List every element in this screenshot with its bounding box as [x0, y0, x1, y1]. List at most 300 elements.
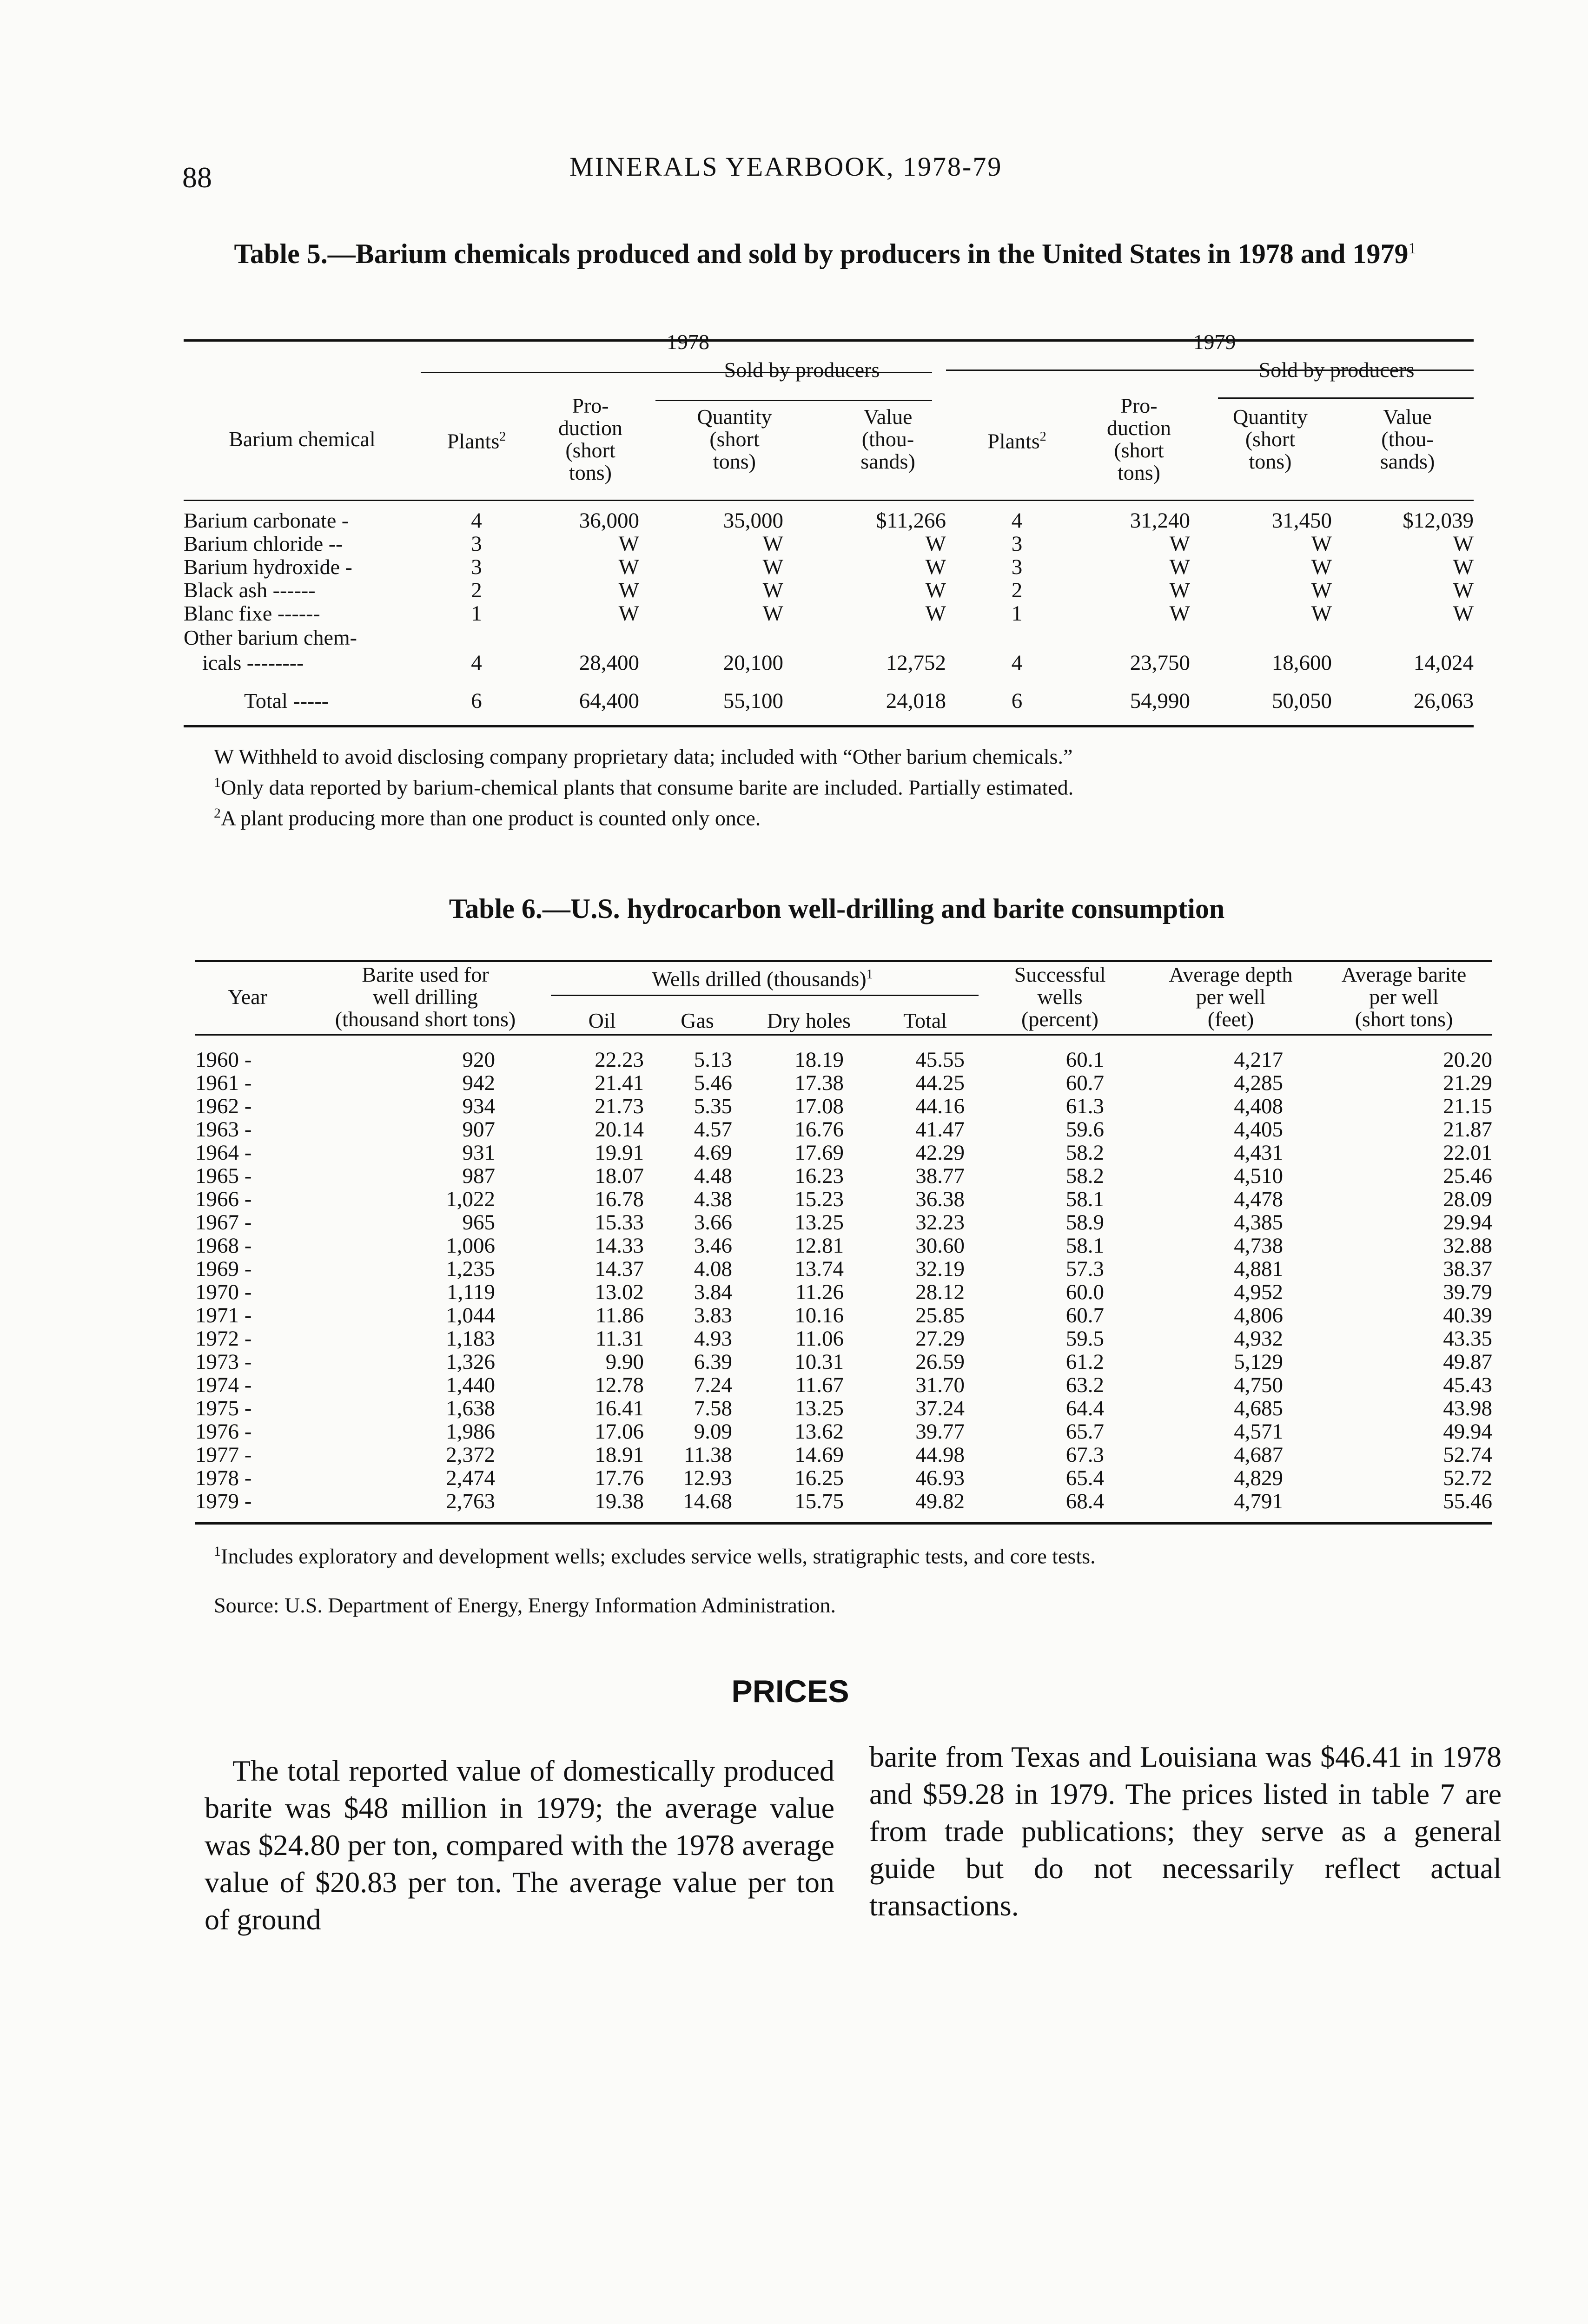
- table5-cell: 14,024: [1413, 651, 1474, 675]
- table6-cell: 21.41: [595, 1071, 644, 1095]
- table6-cell: 52.72: [1443, 1466, 1492, 1490]
- table5-cell: 4: [471, 651, 482, 675]
- table5-cell: W: [618, 601, 639, 626]
- table6-cell: 14.69: [794, 1443, 844, 1467]
- table6-cell: 1,022: [446, 1187, 495, 1211]
- table6-cell: 17.06: [595, 1419, 644, 1444]
- table6-row: [195, 1164, 1492, 1188]
- table5-cell: 4: [471, 508, 482, 533]
- table6-source: Source: U.S. Department of Energy, Energy Information Administration.: [214, 1593, 836, 1618]
- table6-cell: 16.25: [794, 1466, 844, 1490]
- table6-cell: 1,044: [446, 1303, 495, 1327]
- table5-cell: W: [1311, 601, 1332, 626]
- table5-cell: W: [1169, 578, 1190, 602]
- table5-row-label-text: Barium chloride: [184, 532, 324, 555]
- table6-cell: 1,235: [446, 1257, 495, 1281]
- table6-cell: 10.31: [794, 1350, 844, 1374]
- table6-cell: 58.2: [1065, 1141, 1104, 1165]
- table6-cell: 15.33: [595, 1210, 644, 1235]
- table6-cell: 11.26: [795, 1280, 844, 1304]
- table5-cell: 4: [1011, 651, 1023, 675]
- table5-plants-1979-mark: 2: [1039, 429, 1046, 444]
- table6-cell: 942: [462, 1071, 495, 1095]
- prices-left-text: The total reported value of domestically produced barite was $48 million in 1979; the average value was $24.80 per ton, compared with the 1978 average value of $20.83 per ton. The average value per ton of ground: [205, 1754, 834, 1936]
- table5-row-label: Barium hydroxide -: [184, 555, 352, 579]
- table5-col-value-1979: Value (thou- sands): [1380, 405, 1435, 473]
- table6-cell: 11.06: [795, 1327, 844, 1351]
- table5-header-rule: [184, 500, 1474, 501]
- table6-cell: 60.7: [1065, 1303, 1104, 1327]
- table6-cell: 4,431: [1234, 1141, 1283, 1165]
- table6-cell: 32.19: [915, 1257, 965, 1281]
- page-number: 88: [182, 161, 212, 194]
- table6-cell: 38.77: [915, 1164, 965, 1188]
- table6-year-cell: 1971 -: [195, 1303, 252, 1327]
- table5-footnote-1: [214, 770, 1469, 800]
- table6-cell: 4,881: [1234, 1257, 1283, 1281]
- table6-cell: 37.24: [915, 1396, 965, 1420]
- table6-cell: 21.73: [595, 1094, 644, 1118]
- table6-cell: 22.01: [1443, 1141, 1492, 1165]
- table6-cell: 41.47: [915, 1117, 965, 1142]
- table6-cell: 4,806: [1234, 1303, 1283, 1327]
- table6-year-cell: 1979 -: [195, 1489, 252, 1513]
- table6-cell: 1,183: [446, 1327, 495, 1351]
- table6-col-gas: Gas: [681, 1009, 714, 1032]
- table5-footnote-2-mark: 2: [214, 805, 221, 821]
- table6-cell: 11.86: [595, 1303, 644, 1327]
- running-title: MINERALS YEARBOOK, 1978-79: [569, 152, 1003, 182]
- table5-cell: W: [762, 532, 783, 556]
- table6-footnotes: [214, 1538, 1469, 1618]
- table5-cell: $12,039: [1403, 508, 1474, 533]
- table5-col-production-1978: Pro- duction (short tons): [558, 394, 622, 484]
- table6-cell: 4.93: [694, 1327, 732, 1351]
- table6-cell: 12.78: [595, 1373, 644, 1397]
- table6-year-cell: 1962 -: [195, 1094, 252, 1118]
- table6-cell: 32.88: [1443, 1234, 1492, 1258]
- table5-cell: W: [1169, 555, 1190, 579]
- table5-other-label-1: Other barium chem-: [184, 626, 357, 649]
- table5-row-label: Black ash ------: [184, 578, 316, 602]
- table5-col-plants-1978: [421, 381, 532, 497]
- table5-col-plants-1978-label: Plants: [447, 429, 500, 453]
- table5-cell: 3: [471, 555, 482, 579]
- table6-cell: 15.75: [794, 1489, 844, 1513]
- table5-cell: W: [1453, 601, 1474, 626]
- table5-col-plants-1979-label: Plants: [987, 429, 1040, 453]
- table5-cell: W: [1311, 578, 1332, 602]
- table6-title: Table 6.—U.S. hydrocarbon well-drilling and barite consumption: [449, 893, 1225, 924]
- table6-cell: 49.94: [1443, 1419, 1492, 1444]
- table6-cell: 1,006: [446, 1234, 495, 1258]
- table5-row-label-text: Barium hydroxide: [184, 555, 340, 579]
- table6-cell: 18.07: [595, 1164, 644, 1188]
- table6-year-cell: 1969 -: [195, 1257, 252, 1281]
- table5-cell: W: [1453, 578, 1474, 602]
- table6-cell: 49.82: [915, 1489, 965, 1513]
- table6-cell: 4,510: [1234, 1164, 1283, 1188]
- table6-cell: 31.70: [915, 1373, 965, 1397]
- table6-cell: 7.24: [694, 1373, 732, 1397]
- table5-row-label-text: Blanc fixe: [184, 601, 272, 625]
- table5-footnote-2-text: A plant producing more than one product is counted only once.: [221, 806, 761, 830]
- table5-title-footnote-mark: 1: [1408, 240, 1416, 257]
- table6-cell: 4,385: [1234, 1210, 1283, 1235]
- table6-bottom-rule: [195, 1522, 1492, 1525]
- table6-cell: 26.59: [915, 1350, 965, 1374]
- table6-cell: 907: [462, 1117, 495, 1142]
- table6-cell: 4,571: [1234, 1419, 1283, 1444]
- table6-cell: 60.7: [1065, 1071, 1104, 1095]
- table6-row: [195, 1397, 1492, 1420]
- table6-year-cell: 1961 -: [195, 1071, 252, 1095]
- table6-cell: 4,738: [1234, 1234, 1283, 1258]
- table5-cell: W: [762, 578, 783, 602]
- table6-cell: 36.38: [915, 1187, 965, 1211]
- table6-footnote-1-text: Includes exploratory and development wells; excludes service wells, stratigraphic tests, and core tests.: [221, 1544, 1096, 1568]
- table6-cell: 5.35: [694, 1094, 732, 1118]
- table5-body: [184, 509, 1474, 717]
- table6-cell: 17.69: [794, 1141, 844, 1165]
- table6-year-cell: 1964 -: [195, 1141, 252, 1165]
- table5-footnote-w: W Withheld to avoid disclosing company proprietary data; included with “Other barium chemicals.”: [214, 745, 1073, 768]
- table6-cell: 55.46: [1443, 1489, 1492, 1513]
- table5-row-label: Barium carbonate -: [184, 508, 349, 532]
- table6-cell: 1,638: [446, 1396, 495, 1420]
- table6-cell: 4,932: [1234, 1327, 1283, 1351]
- table6-cell: 19.38: [595, 1489, 644, 1513]
- table6-col-dry: Dry holes: [767, 1009, 851, 1032]
- table5-cell: W: [618, 532, 639, 556]
- table6-year-cell: 1963 -: [195, 1117, 252, 1142]
- table5-cell: 50,050: [1271, 689, 1332, 713]
- table6-cell: 4.08: [694, 1257, 732, 1281]
- table6-cell: 4.48: [694, 1164, 732, 1188]
- table6-cell: 68.4: [1065, 1489, 1104, 1513]
- table6-cell: 59.5: [1065, 1327, 1104, 1351]
- table6-cell: 59.6: [1065, 1117, 1104, 1142]
- table5-sold-1978: Sold by producers: [724, 358, 880, 382]
- table6-cell: 4,952: [1234, 1280, 1283, 1304]
- table6-cell: 42.29: [915, 1141, 965, 1165]
- table6-cell: 4,405: [1234, 1117, 1283, 1142]
- table6-cell: 16.76: [794, 1117, 844, 1142]
- table6-cell: 21.87: [1443, 1117, 1492, 1142]
- table5-cell: 28,400: [579, 651, 639, 675]
- table6-year-cell: 1978 -: [195, 1466, 252, 1490]
- table5-cell: 12,752: [886, 651, 946, 675]
- table6-cell: 60.1: [1065, 1048, 1104, 1072]
- table5-row: [184, 602, 1474, 625]
- table5-cell: W: [925, 578, 946, 602]
- table6-row: [195, 1118, 1492, 1141]
- table6-row: [195, 1443, 1492, 1466]
- table6-cell: 44.16: [915, 1094, 965, 1118]
- table6-cell: 20.20: [1443, 1048, 1492, 1072]
- table6-cell: 60.0: [1065, 1280, 1104, 1304]
- table6-rows: [195, 1048, 1492, 1513]
- table5-row: [184, 509, 1474, 532]
- table6-cell: 61.2: [1065, 1350, 1104, 1374]
- table5-footnotes: [214, 744, 1469, 832]
- table5-cell: 36,000: [579, 508, 639, 533]
- table6-footnote-1-mark: 1: [214, 1544, 221, 1559]
- table5-row: [184, 555, 1474, 579]
- table6-row: [195, 1304, 1492, 1327]
- table5-cell: 2: [471, 578, 482, 602]
- table6-cell: 5.46: [694, 1071, 732, 1095]
- table6-cell: 7.58: [694, 1396, 732, 1420]
- table5-cell: W: [1311, 555, 1332, 579]
- table6-cell: 32.23: [915, 1210, 965, 1235]
- table5-col-plants-1979: [955, 381, 1079, 497]
- table5-other-row: [184, 650, 1474, 675]
- table5-footnote-1-text: Only data reported by barium-chemical plants that consume barite are included. Partially estimated.: [221, 775, 1074, 799]
- table6-cell: 11.67: [795, 1373, 844, 1397]
- table5-cell: 6: [1011, 689, 1023, 713]
- table5-cell: 3: [1011, 532, 1023, 556]
- table5-row: [184, 532, 1474, 555]
- table6-cell: 14.68: [683, 1489, 732, 1513]
- table5-cell: 24,018: [886, 689, 946, 713]
- table5-title-text: Table 5.—Barium chemicals produced and sold by producers in the United States in 1978 and 1979: [234, 238, 1409, 269]
- table5-total-label-text: Total: [244, 689, 288, 713]
- table6-cell: 13.25: [794, 1396, 844, 1420]
- table5-total-label: Total -----: [244, 689, 329, 713]
- table5-cell: W: [618, 555, 639, 579]
- table5-cell: 6: [471, 689, 482, 713]
- table6-cell: 10.16: [794, 1303, 844, 1327]
- table5-col-chemical: Barium chemical: [229, 427, 376, 451]
- table6-cell: 40.39: [1443, 1303, 1492, 1327]
- table6-row: [195, 1350, 1492, 1373]
- table6-year-cell: 1976 -: [195, 1419, 252, 1444]
- table5-row-label-text: Black ash: [184, 578, 268, 602]
- table6-row: [195, 1420, 1492, 1443]
- table6-cell: 17.76: [595, 1466, 644, 1490]
- table6-cell: 43.35: [1443, 1327, 1492, 1351]
- table6-row: [195, 1211, 1492, 1234]
- table6-cell: 18.91: [595, 1443, 644, 1467]
- table6-year-cell: 1973 -: [195, 1350, 252, 1374]
- table6-cell: 987: [462, 1164, 495, 1188]
- table6-cell: 4,217: [1234, 1048, 1283, 1072]
- table5-other-label-2: icals --------: [202, 651, 304, 674]
- table6-cell: 5,129: [1234, 1350, 1283, 1374]
- table6-cell: 13.25: [794, 1210, 844, 1235]
- table6-cell: 29.94: [1443, 1210, 1492, 1235]
- table5-cell: W: [925, 601, 946, 626]
- table6-cell: 13.74: [794, 1257, 844, 1281]
- table6-body: [195, 1048, 1492, 1513]
- table6-cell: 61.3: [1065, 1094, 1104, 1118]
- table6-cell: 65.7: [1065, 1419, 1104, 1444]
- table6-year-cell: 1967 -: [195, 1210, 252, 1235]
- table6-cell: 58.2: [1065, 1164, 1104, 1188]
- table6-row: [195, 1071, 1492, 1095]
- table6-cell: 19.91: [595, 1141, 644, 1165]
- table6-cell: 17.38: [794, 1071, 844, 1095]
- table6-cell: 2,372: [446, 1443, 495, 1467]
- table5-sold-1979: Sold by producers: [1258, 358, 1415, 382]
- table6-cell: 18.19: [794, 1048, 844, 1072]
- table6-year-cell: 1975 -: [195, 1396, 252, 1420]
- table5-cell: 31,450: [1271, 508, 1332, 533]
- table6-cell: 20.14: [595, 1117, 644, 1142]
- table6-year-cell: 1974 -: [195, 1373, 252, 1397]
- table6-col-wells-mark: 1: [866, 967, 873, 982]
- table5-cell: W: [1453, 532, 1474, 556]
- table6-cell: 9.90: [605, 1350, 644, 1374]
- prices-heading: PRICES: [731, 1674, 849, 1709]
- table6-year-cell: 1968 -: [195, 1234, 252, 1258]
- table5-cell: 20,100: [723, 651, 783, 675]
- table5-other-label-2-text: icals: [202, 651, 242, 674]
- table6-col-total: Total: [903, 1009, 947, 1032]
- table6-cell: 14.37: [595, 1257, 644, 1281]
- table6-cell: 25.46: [1443, 1164, 1492, 1188]
- table5-bottom-rule: [184, 725, 1474, 727]
- table5-cell: 26,063: [1413, 689, 1474, 713]
- table6-row: [195, 1257, 1492, 1281]
- prices-right-text: barite from Texas and Louisiana was $46.41 in 1978 and $59.28 in 1979. The prices listed in table 7 are from trade publications; they serve as a general guide but do not necessarily reflect actual transactions.: [869, 1740, 1502, 1922]
- table6-cell: 965: [462, 1210, 495, 1235]
- table6-cell: 45.43: [1443, 1373, 1492, 1397]
- table5-cell: 18,600: [1271, 651, 1332, 675]
- table6-cell: 44.98: [915, 1443, 965, 1467]
- table5-footnote-1-mark: 1: [214, 775, 221, 790]
- table5-cell: 54,990: [1130, 689, 1190, 713]
- table5-cell: W: [925, 555, 946, 579]
- table6-cell: 58.1: [1065, 1234, 1104, 1258]
- table6-footnote-1: [214, 1538, 1469, 1569]
- table6-cell: 52.74: [1443, 1443, 1492, 1467]
- table6-cell: 4,829: [1234, 1466, 1283, 1490]
- table6-cell: 3.84: [694, 1280, 732, 1304]
- table6-cell: 920: [462, 1048, 495, 1072]
- table5-cell: 4: [1011, 508, 1023, 533]
- table6-cell: 16.78: [595, 1187, 644, 1211]
- table6-cell: 57.3: [1065, 1257, 1104, 1281]
- table6-cell: 3.66: [694, 1210, 732, 1235]
- table5-col-quantity-1978: Quantity (short tons): [697, 405, 772, 473]
- table6-cell: 4.38: [694, 1187, 732, 1211]
- table6-cell: 38.37: [1443, 1257, 1492, 1281]
- table6-row: [195, 1188, 1492, 1211]
- table6-year-cell: 1977 -: [195, 1443, 252, 1467]
- table5-col-quantity-1979: Quantity (short tons): [1233, 405, 1308, 473]
- table5-row-label: Barium chloride --: [184, 532, 343, 555]
- table5-cell: 64,400: [579, 689, 639, 713]
- table5-cell: W: [618, 578, 639, 602]
- table5-cell: W: [762, 601, 783, 626]
- table5-plants-1978-mark: 2: [499, 429, 506, 444]
- table6-year-cell: 1965 -: [195, 1164, 252, 1188]
- table6-cell: 39.79: [1443, 1280, 1492, 1304]
- table5-cell: 2: [1011, 578, 1023, 602]
- table6-cell: 43.98: [1443, 1396, 1492, 1420]
- table5-total-row: [184, 685, 1474, 717]
- table5-cell: W: [925, 532, 946, 556]
- table6-header-rule: [195, 1034, 1492, 1036]
- table6-col-year: Year: [228, 985, 267, 1009]
- table6-cell: 58.9: [1065, 1210, 1104, 1235]
- prices-left-column: [205, 1752, 834, 1938]
- table6-row: [195, 1141, 1492, 1164]
- table6-col-barite: Barite used for well drilling (thousand short tons): [335, 963, 516, 1031]
- table6-cell: 15.23: [794, 1187, 844, 1211]
- prices-right-column: [869, 1738, 1502, 1924]
- table6-row: [195, 1281, 1492, 1304]
- table6-cell: 14.33: [595, 1234, 644, 1258]
- table6-year-cell: 1970 -: [195, 1280, 252, 1304]
- table5-cell: W: [1311, 532, 1332, 556]
- table6-cell: 46.93: [915, 1466, 965, 1490]
- table6-cell: 3.83: [694, 1303, 732, 1327]
- table6-cell: 4,685: [1234, 1396, 1283, 1420]
- table6-cell: 2,474: [446, 1466, 495, 1490]
- table6-row: [195, 1327, 1492, 1350]
- table5-cell: W: [1453, 555, 1474, 579]
- table6-cell: 21.15: [1443, 1094, 1492, 1118]
- table5-cell: $11,266: [875, 508, 946, 533]
- table6-cell: 4,285: [1234, 1071, 1283, 1095]
- table6-cell: 4.69: [694, 1141, 732, 1165]
- table6-cell: 16.23: [794, 1164, 844, 1188]
- table5-col-production-1979: Pro- duction (short tons): [1107, 394, 1171, 484]
- table5-footnote-2: [214, 800, 1469, 831]
- table5-cell: W: [762, 555, 783, 579]
- table6-cell: 28.09: [1443, 1187, 1492, 1211]
- table5-cell: 31,240: [1130, 508, 1190, 533]
- table6-cell: 25.85: [915, 1303, 965, 1327]
- table5-cell: 23,750: [1130, 651, 1190, 675]
- table6-cell: 39.77: [915, 1419, 965, 1444]
- table5-row: [184, 579, 1474, 602]
- table6-cell: 931: [462, 1141, 495, 1165]
- table6-cell: 65.4: [1065, 1466, 1104, 1490]
- table6-cell: 58.1: [1065, 1187, 1104, 1211]
- table6-cell: 13.62: [794, 1419, 844, 1444]
- table5-year-1979: 1979: [1193, 330, 1236, 354]
- table6-year-cell: 1972 -: [195, 1327, 252, 1351]
- table6-row: [195, 1095, 1492, 1118]
- table5-cell: 1: [471, 601, 482, 626]
- table6-col-wells: [551, 962, 974, 990]
- table6-cell: 11.38: [683, 1443, 732, 1467]
- table6-header: [195, 962, 1492, 1032]
- table6-cell: 4,750: [1234, 1373, 1283, 1397]
- table6-row: [195, 1048, 1492, 1071]
- table6-cell: 49.87: [1443, 1350, 1492, 1374]
- table6-col-avg-barite: Average barite per well (short tons): [1341, 963, 1467, 1031]
- table6-cell: 4,687: [1234, 1443, 1283, 1467]
- table6-cell: 4,408: [1234, 1094, 1283, 1118]
- table5-cell: W: [1169, 601, 1190, 626]
- table6-cell: 4,791: [1234, 1489, 1283, 1513]
- table6-cell: 1,986: [446, 1419, 495, 1444]
- table6-cell: 67.3: [1065, 1443, 1104, 1467]
- table6-row: [195, 1490, 1492, 1513]
- table6-cell: 11.31: [595, 1327, 644, 1351]
- table5-rows: [184, 509, 1474, 625]
- table6-cell: 934: [462, 1094, 495, 1118]
- table5-year-1978: 1978: [667, 330, 709, 354]
- table6-cell: 28.12: [915, 1280, 965, 1304]
- table6-cell: 21.29: [1443, 1071, 1492, 1095]
- table6-year-cell: 1960 -: [195, 1048, 252, 1072]
